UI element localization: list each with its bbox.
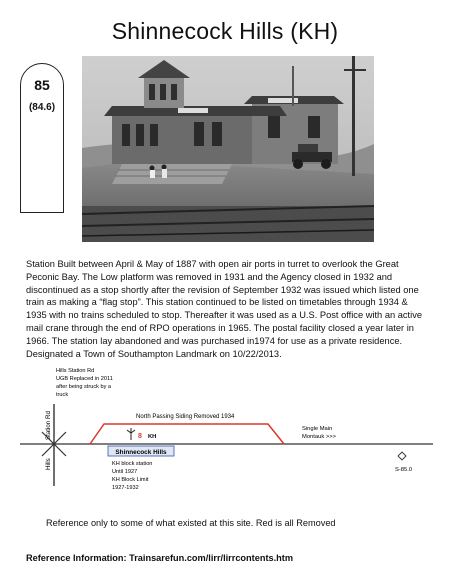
station-note-line-2: Until 1927 [112,469,138,475]
station-note-line-4: 1927-1932 [112,485,139,491]
page-title: Shinnecock Hills (KH) [111,18,339,44]
reference-note: Reference only to some of what existed at this site. Red is all Removed [46,518,336,528]
milepost-sign [20,63,64,213]
removed-siding [90,424,284,444]
station-history-text: Station Built between April & May of 1887 with open air ports in turret to overlook the Great Peconic Bay. The Low platform was removed in 1931 and the Agency closed in 1932 and discontinued as a stop shortly after the revision of September 1932 was issued which listed one train as making a “flag stop”. This station continued to be listed on timetables through 1934 & 1935 with no trains scheduled to stop. Thereafter it was used as a U.S. Post office with an active mail crane through the end of RPO operations in 1965. The postal facility closed a year later in 1966. The station lay abandoned and was purchased in1974 for use as a private residence. Designated a Town of Southampton Landmark on 10/22/2013. [26,259,423,359]
station-note-line-1: KH block station [112,461,153,467]
crossing-note-line-2: UGB Replaced in 2011 [56,376,113,382]
reference-info: Reference Information: Trainsarefun.com/lirr/lirrcontents.htm [26,553,294,563]
station-name-label: Shinnecock Hills [115,448,167,456]
crossing-note-line-1: Hills Station Rd [56,368,95,374]
station-marker-label: KH [148,434,157,440]
road-label-upper: Station Rd [45,411,52,440]
single-main-label-line-2: Montauk >>> [302,434,337,440]
station-note-line-3: KH Block Limit [112,477,149,483]
signal-diamond-icon [398,452,406,460]
signal-label: S-85.0 [395,467,413,473]
milepost-number: 85 [34,77,50,93]
single-main-label-line-1: Single Main [302,426,333,432]
track-diagram [0,360,450,500]
siding-label: North Passing Siding Removed 1934 [136,414,235,420]
station-photo [82,56,374,242]
station-marker-8: 8 [138,433,142,440]
crossing-note-line-3: after being struck by a [56,384,112,390]
road-label-lower: Hills [45,458,52,470]
crossing-note-line-4: truck [56,392,69,398]
milepost-exact: (84.6) [28,102,56,113]
